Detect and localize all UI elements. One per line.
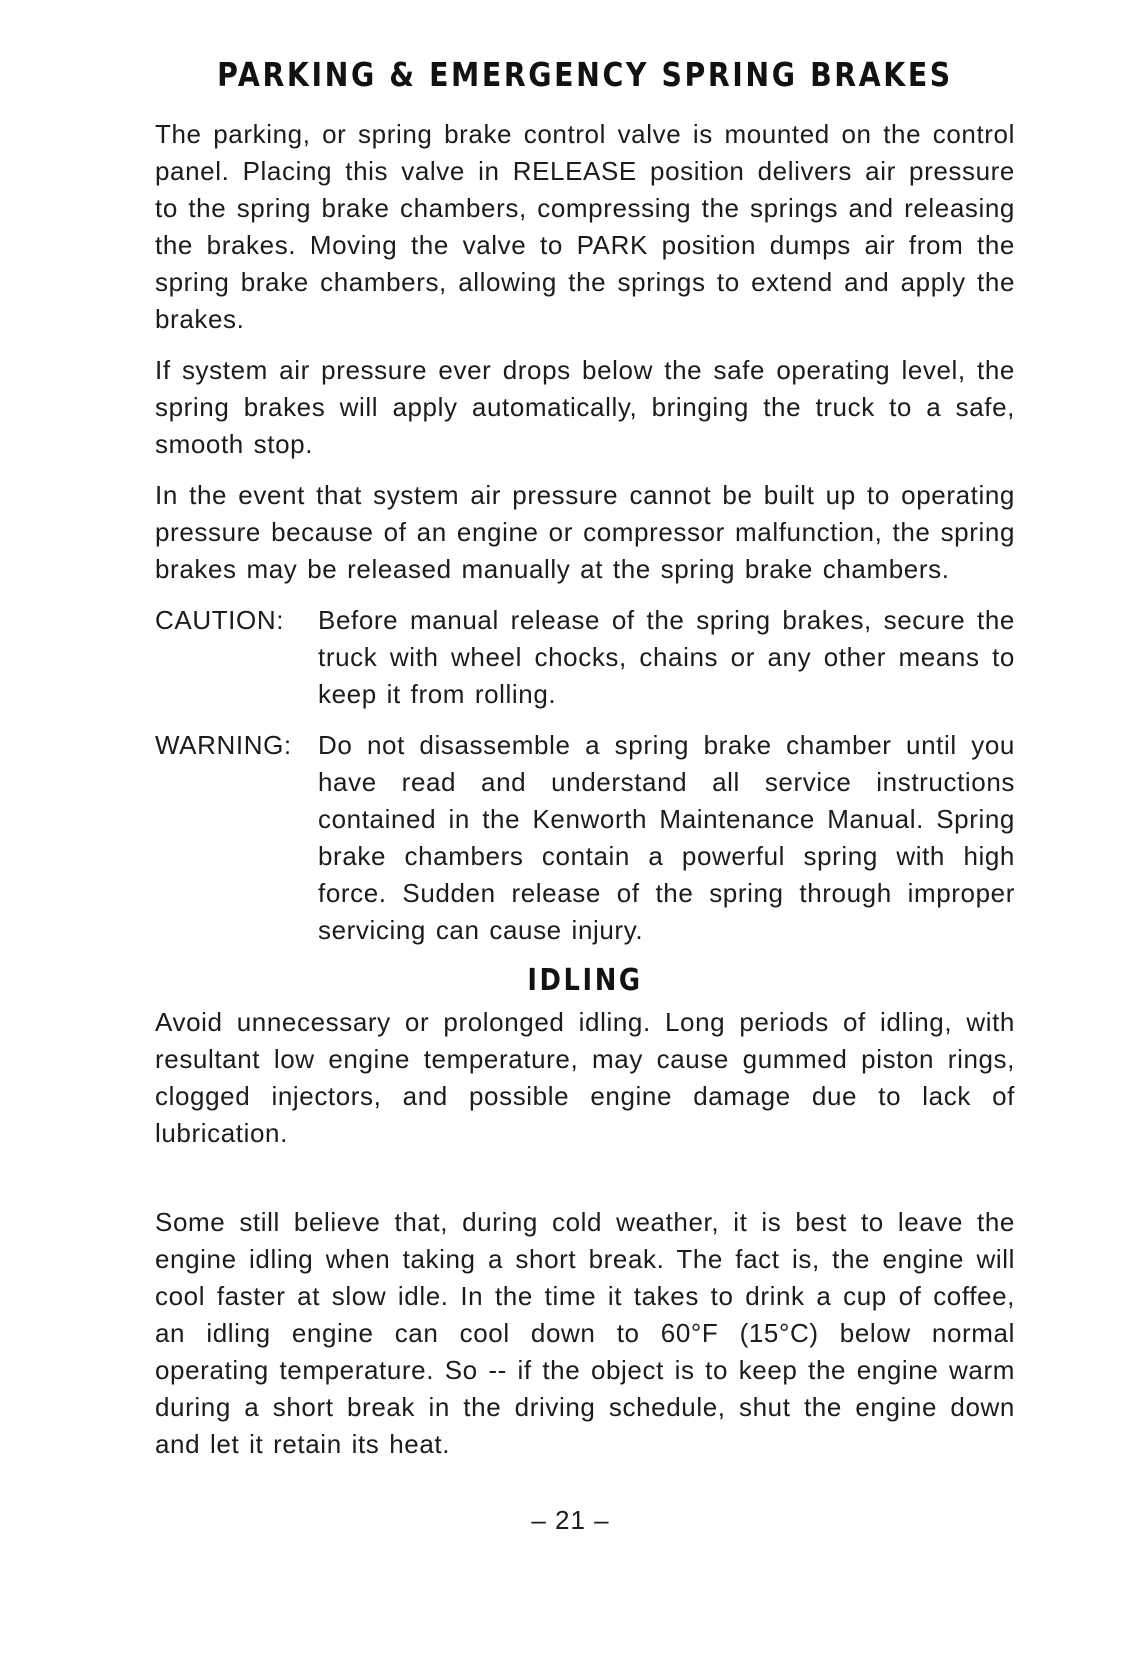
section-heading-idling: IDLING	[527, 963, 643, 998]
paragraph-spring-brake-valve: The parking, or spring brake control valve is mounted on the control panel. Placing this valve in RELEASE position delivers air pressure to the spring brake chambers, compressing the springs and releasing the brakes. Moving the valve to PARK position dumps air from the spring brake chambers, allowing the springs to extend and apply the brakes.	[155, 119, 1015, 334]
paragraph-spacer	[155, 1166, 1015, 1204]
paragraph-avoid-idling: Avoid unnecessary or prolonged idling. Long periods of idling, with resultant low engine temperature, may cause gummed piston rings, clogged injectors, and possible engine damage due to lack of lubrication.	[155, 1007, 1015, 1148]
paragraph-cold-weather-idling: Some still believe that, during cold weather, it is best to leave the engine idling when taking a short break. The fact is, the engine will cool faster at slow idle. In the time it takes to drink a cup of coffee, an idling engine can cool down to 60°F (15°C) below normal operating temperature. So -- if the object is to keep the engine warm during a short break in the driving schedule, shut the engine down and let it retain its heat.	[155, 1207, 1015, 1459]
paragraph-automatic-apply: If system air pressure ever drops below the safe operating level, the spring brakes will apply automatically, bringing the truck to a safe, smooth stop.	[155, 355, 1015, 459]
paragraph-manual-release: In the event that system air pressure cannot be built up to operating pressure because of an engine or compressor malfunction, the spring brakes may be released manually at the spring brake chambers.	[155, 480, 1015, 584]
warning-note	[155, 727, 1015, 949]
page-number: – 21 –	[531, 1505, 610, 1535]
caution-label: CAUTION:	[155, 605, 285, 635]
caution-text: Before manual release of the spring brakes, secure the truck with wheel chocks, chains or any other means to keep it from rolling.	[318, 605, 1015, 709]
page-title: PARKING & EMERGENCY SPRING BRAKES	[217, 55, 953, 94]
caution-note	[155, 602, 1015, 713]
warning-label: WARNING:	[155, 730, 292, 760]
manual-page	[155, 55, 1015, 1477]
warning-text: Do not disassemble a spring brake chamber until you have read and understand all service instructions contained in the Kenworth Maintenance Manual. Spring brake chambers contain a powerful spring with high force. Sudden release of the spring through improper servicing can cause injury.	[318, 730, 1015, 945]
